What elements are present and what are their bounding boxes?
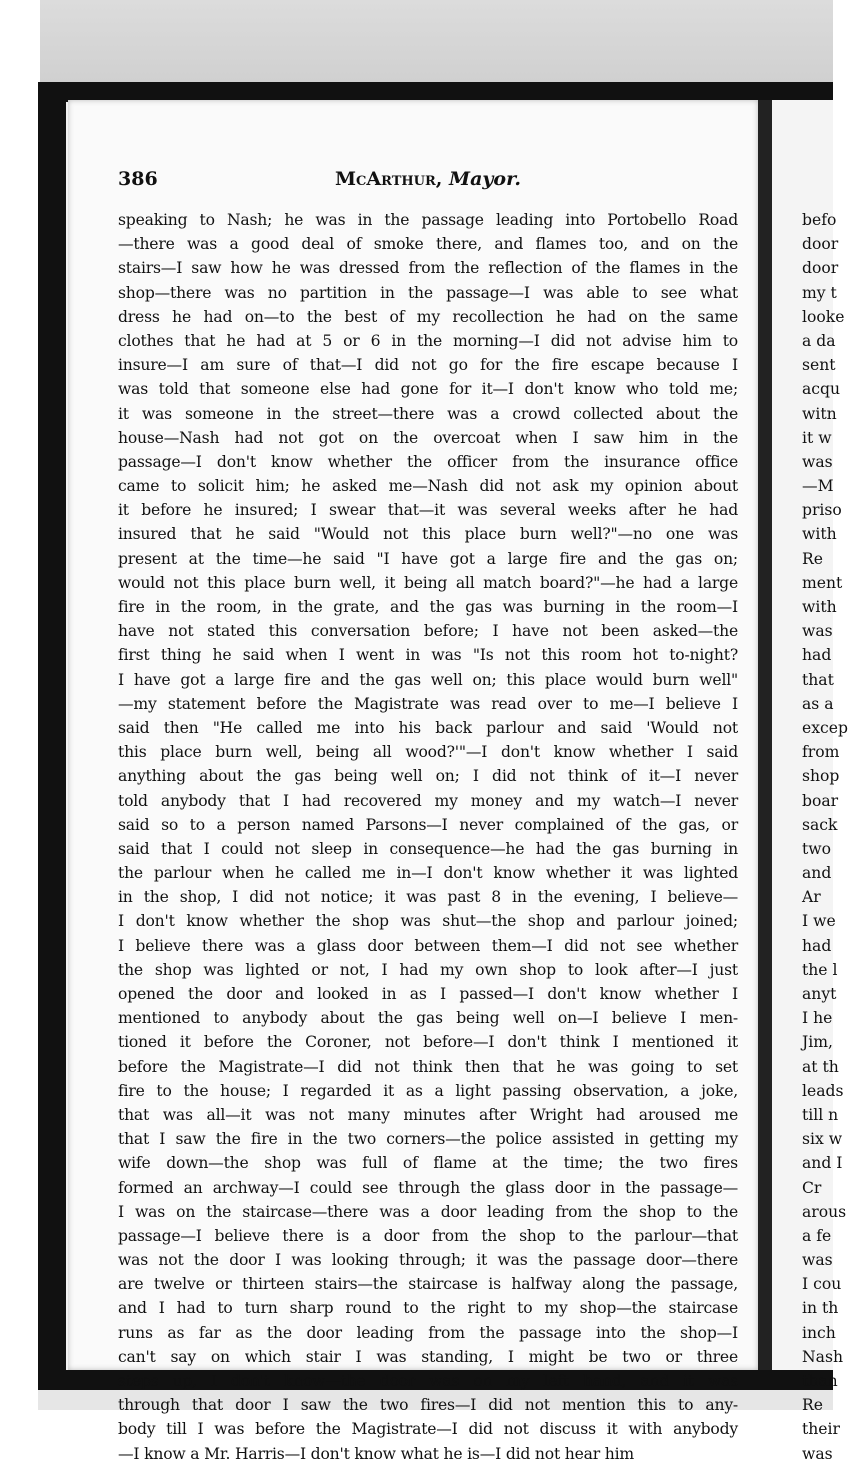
text-line: wife down—the shop was full of flame at the time; the two fires xyxy=(118,1154,738,1173)
running-title xyxy=(118,168,738,190)
facing-page-fragment: priso xyxy=(802,501,842,520)
facing-page-fragment: the l xyxy=(802,960,838,979)
facing-page-fragment: I cou xyxy=(802,1275,842,1294)
text-line: said that I could not sleep in consequence—he had the gas burning in xyxy=(118,839,738,858)
facing-page-fragment: my t xyxy=(802,283,837,302)
text-line: fire to the house; I regarded it as a light passing observation, a joke, xyxy=(118,1081,738,1100)
text-line: first thing he said when I went in was "Is not this room hot to-night? xyxy=(118,646,738,665)
facing-page-fragment: six w xyxy=(802,1130,843,1149)
text-line: can't say on which stair I was standing, I might be two or three xyxy=(118,1347,738,1366)
text-line: would not this place burn well, it being all match board?"—he had a large xyxy=(118,573,738,592)
text-line: tioned it before the Coroner, not before—I don't think I mentioned it xyxy=(118,1033,738,1052)
text-line: that I saw the fire in the two corners—the police assisted in getting my xyxy=(118,1130,738,1149)
facing-page-fragment: than xyxy=(802,1372,838,1390)
facing-page-fragment: was xyxy=(802,452,833,471)
text-line: insure—I am sure of that—I did not go for the fire escape because I xyxy=(118,356,738,375)
text-line: in the shop, I did not notice; it was past 8 in the evening, I believe— xyxy=(118,888,738,907)
text-line: stairs—I saw how he was dressed from the reflection of the flames in the xyxy=(118,259,738,278)
facing-page-fragment: Cr xyxy=(802,1178,822,1197)
facing-page-fragment: till n xyxy=(802,1105,839,1124)
facing-page-fragment: door xyxy=(802,235,839,254)
text-line: steps up, I don't know—the door was on my left hand, and it was xyxy=(118,1372,738,1390)
facing-page-fragment: their xyxy=(802,1420,840,1439)
facing-page-fragment: ment xyxy=(802,573,843,592)
book-edge-top xyxy=(38,82,833,102)
text-line: passage—I don't know whether the officer from the insurance office xyxy=(118,452,738,471)
text-line: I have got a large fire and the gas well on; this place would burn well" xyxy=(118,670,738,689)
text-line: told anybody that I had recovered my money and my watch—I never xyxy=(118,791,738,810)
text-line: dress he had on—to the best of my recollection he had on the same xyxy=(118,307,738,326)
text-line: this place burn well, being all wood?'"—I don't know whether I said xyxy=(118,743,738,762)
facing-page-fragment: that xyxy=(802,670,834,689)
facing-page-fragment: I we xyxy=(802,912,836,931)
facing-page-fragment: door xyxy=(802,259,839,278)
facing-page-fragment: —M xyxy=(802,477,834,496)
facing-page-fragment: a fe xyxy=(802,1226,832,1245)
previous-page-blur xyxy=(40,0,833,90)
facing-page-fragment: and xyxy=(802,864,832,883)
facing-page-fragment: Nash xyxy=(802,1347,843,1366)
facing-page-fragment: had xyxy=(802,936,832,955)
text-line: —my statement before the Magistrate was read over to me—I believe I xyxy=(118,694,738,713)
body-text xyxy=(118,208,738,1466)
text-line: was told that someone else had gone for it—I don't know who told me; xyxy=(118,380,738,399)
text-line: are twelve or thirteen stairs—the staircase is halfway along the passage, xyxy=(118,1275,738,1294)
text-line: opened the door and looked in as I passed—I don't know whether I xyxy=(118,985,738,1003)
text-line: formed an archway—I could see through the glass door in the passage— xyxy=(118,1178,738,1197)
facing-page-fragment: at th xyxy=(802,1057,839,1076)
text-line: shop—there was no partition in the passage—I was able to see what xyxy=(118,283,738,302)
facing-page-fragment: two xyxy=(802,839,832,858)
facing-page-fragment: was xyxy=(802,622,833,641)
facing-page-fragment: Ar xyxy=(802,888,821,907)
facing-page-fragment: was xyxy=(802,1251,833,1270)
page-number: 386 xyxy=(118,168,158,190)
text-line: the parlour when he called me in—I don't know whether it was lighted xyxy=(118,864,738,883)
facing-page-fragment: boar xyxy=(802,791,839,810)
facing-page-fragment: and I xyxy=(802,1154,843,1173)
text-line: —there was a good deal of smoke there, and flames too, and on the xyxy=(118,235,738,254)
facing-page-fragment: had xyxy=(802,646,832,665)
facing-page-fragment: excep xyxy=(802,718,848,737)
facing-page-fragment: inch xyxy=(802,1323,836,1342)
text-line: I don't know whether the shop was shut—the shop and parlour joined; xyxy=(118,912,738,931)
facing-page-fragment: witn xyxy=(802,404,837,423)
facing-page-fragment: sent xyxy=(802,356,836,375)
text-line: house—Nash had not got on the overcoat when I saw him in the xyxy=(118,428,738,447)
facing-page-fragment: Re xyxy=(802,1396,823,1415)
facing-page-fragment: acqu xyxy=(802,380,841,399)
text-line: said so to a person named Parsons—I never complained of the gas, or xyxy=(118,815,738,834)
text-line: runs as far as the door leading from the passage into the shop—I xyxy=(118,1323,738,1342)
facing-page-fragment: from xyxy=(802,743,840,762)
facing-page-fragment: sack xyxy=(802,815,838,834)
text-line: I was on the staircase—there was a door leading from the shop to the xyxy=(118,1202,738,1221)
facing-page-fragment: was xyxy=(802,1444,833,1463)
text-line: mentioned to anybody about the gas being well on—I believe I men- xyxy=(118,1009,738,1028)
text-line: was not the door I was looking through; it was the passage door—there xyxy=(118,1251,738,1270)
facing-page-fragment: anyt xyxy=(802,985,837,1003)
facing-page-fragment: as a xyxy=(802,694,834,713)
facing-page xyxy=(772,100,848,1463)
text-line: the shop was lighted or not, I had my own shop to look after—I just xyxy=(118,960,738,979)
text-line: said then "He called me into his back parlour and said 'Would not xyxy=(118,718,738,737)
scan-margin xyxy=(0,0,40,1410)
text-line: anything about the gas being well on; I did not think of it—I never xyxy=(118,767,738,786)
facing-page-fragment: it w xyxy=(802,428,832,447)
text-line: I believe there was a glass door between them—I did not see whether xyxy=(118,936,738,955)
text-line: before the Magistrate—I did not think then that he was going to set xyxy=(118,1057,738,1076)
text-line: present at the time—he said "I have got a large fire and the gas on; xyxy=(118,549,738,568)
facing-page-fragment: in th xyxy=(802,1299,839,1318)
text-line: insured that he said "Would not this place burn well?"—no one was xyxy=(118,525,738,544)
running-title-name: McArthur, xyxy=(335,168,443,190)
book-edge-left xyxy=(38,82,66,1382)
facing-page-fragment: with xyxy=(802,525,837,544)
text-line: it was someone in the street—there was a crowd collected about the xyxy=(118,404,738,423)
text-line: speaking to Nash; he was in the passage leading into Portobello Road xyxy=(118,211,738,229)
page-header xyxy=(118,168,738,196)
facing-page-fragment: I he xyxy=(802,1009,833,1028)
text-line: through that door I saw the two fires—I did not mention this to any- xyxy=(118,1396,738,1415)
facing-page-fragment: leads xyxy=(802,1081,844,1100)
text-line: and I had to turn sharp round to the right to my shop—the staircase xyxy=(118,1299,738,1318)
text-line: clothes that he had at 5 or 6 in the morning—I did not advise him to xyxy=(118,331,738,350)
facing-page-fragment: shop xyxy=(802,767,840,786)
facing-page-fragment: befo xyxy=(802,211,837,229)
facing-page-fragments xyxy=(802,208,848,1466)
facing-page-fragment: with xyxy=(802,598,837,616)
text-line: passage—I believe there is a door from the shop to the parlour—that xyxy=(118,1226,738,1245)
facing-page-fragment: looke xyxy=(802,307,845,326)
text-line: have not stated this conversation before; I have not been asked—the xyxy=(118,622,738,641)
facing-page-fragment: arous xyxy=(802,1202,847,1221)
text-line: that was all—it was not many minutes after Wright had aroused me xyxy=(118,1105,738,1124)
text-line: —I know a Mr. Harris—I don't know what he is—I did not hear him xyxy=(118,1444,634,1463)
facing-page-fragment: a da xyxy=(802,331,836,350)
text-line: came to solicit him; he asked me—Nash did not ask my opinion about xyxy=(118,477,738,496)
running-title-role: Mayor. xyxy=(449,168,521,190)
text-line: fire in the room, in the grate, and the gas was burning in the room—I xyxy=(118,598,738,616)
facing-page-fragment: Jim, xyxy=(802,1033,833,1052)
text-line: body till I was before the Magistrate—I did not discuss it with anybody xyxy=(118,1420,738,1439)
facing-page-fragment: Re xyxy=(802,549,823,568)
text-line: it before he insured; I swear that—it was several weeks after he had xyxy=(118,501,738,520)
book-gutter xyxy=(758,100,772,1370)
